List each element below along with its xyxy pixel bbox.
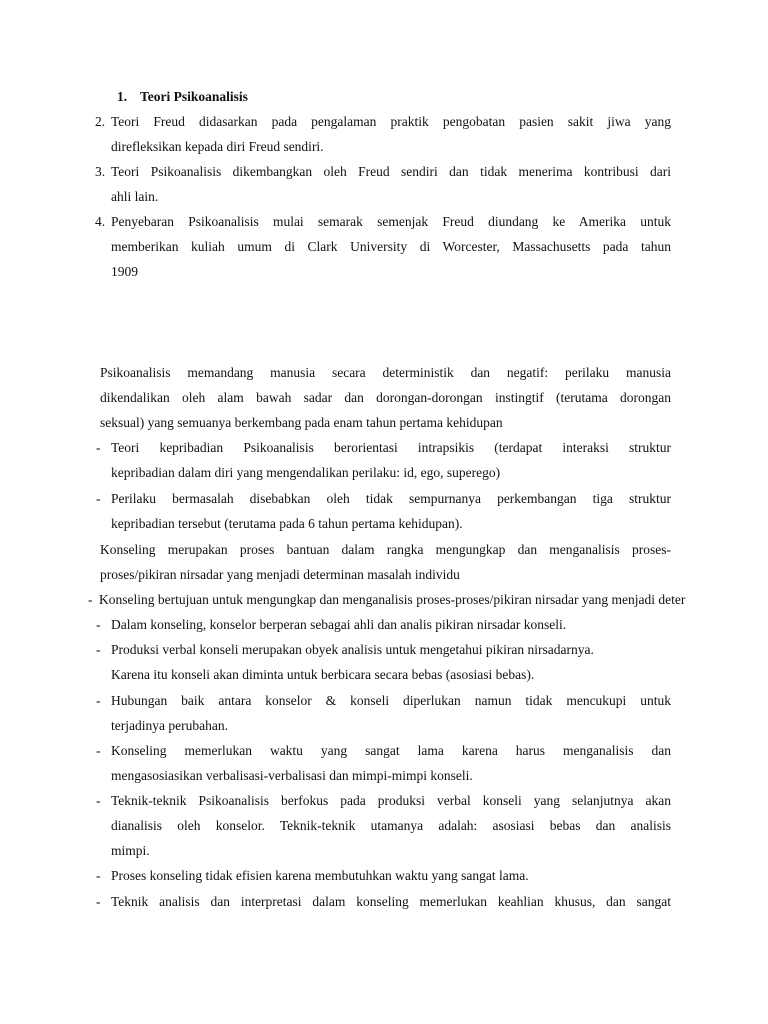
paragraph-line: seksual) yang semuanya berkembang pada enam tahun pertama kehidupan — [100, 415, 503, 430]
bullet-text: Produksi verbal konseli merupakan obyek analisis untuk mengetahui pikiran nirsadarnya. — [111, 642, 594, 657]
bullet-text: Teknik-teknik Psikoanalisis berfokus pada produksi verbal konseli yang selanjutnya akan — [111, 793, 671, 808]
bullet-text: mengasosiasikan verbalisasi-verbalisasi dan mimpi-mimpi konseli. — [111, 768, 473, 783]
list-item-text: Teori Psikoanalisis dikembangkan oleh Freud sendiri dan tidak menerima kontribusi dari — [111, 164, 671, 179]
section-title: Teori Psikoanalisis — [140, 89, 248, 104]
bullet-text: Konseling memerlukan waktu yang sangat lama karena harus menganalisis dan — [111, 743, 671, 758]
bullet-text: kepribadian tersebut (terutama pada 6 tahun pertama kehidupan). — [111, 516, 463, 531]
section-number: 1. — [117, 89, 128, 104]
bullet-dash: - — [96, 693, 101, 708]
bullet-dash: - — [96, 894, 101, 909]
bullet-dash: - — [96, 642, 101, 657]
bullet-dash: - — [96, 743, 101, 758]
paragraph-line: Psikoanalisis memandang manusia secara deterministik dan negatif: perilaku manusia — [100, 365, 671, 380]
list-item-text: Penyebaran Psikoanalisis mulai semarak semenjak Freud diundang ke Amerika untuk — [111, 214, 671, 229]
list-item-text: 1909 — [111, 264, 138, 279]
overflow-bullet — [88, 587, 768, 612]
list-item-text: memberikan kuliah umum di Clark University di Worcester, Massachusetts pada tahun — [111, 239, 671, 254]
bullet-text: Perilaku bermasalah disebabkan oleh tidak sempurnanya perkembangan tiga struktur — [111, 491, 671, 506]
list-item-text: ahli lain. — [111, 189, 159, 204]
bullet-text: terjadinya perubahan. — [111, 718, 228, 733]
bullet-text: Dalam konseling, konselor berperan sebagai ahli dan analis pikiran nirsadar konseli. — [111, 617, 567, 632]
bullet-text: Teori kepribadian Psikoanalisis berorientasi intrapsikis (terdapat interaksi struktur — [111, 440, 671, 455]
paragraph-line: proses/pikiran nirsadar yang menjadi determinan masalah individu — [100, 567, 460, 582]
bullet-text: Proses konseling tidak efisien karena membutuhkan waktu yang sangat lama. — [111, 868, 529, 883]
bullet-dash: - — [96, 491, 101, 506]
bullet-dash: - — [88, 592, 93, 607]
bullet-dash: - — [96, 617, 101, 632]
bullet-text: mimpi. — [111, 843, 150, 858]
bullet-dash: - — [96, 440, 101, 455]
bullet-text: dianalisis oleh konselor. Teknik-teknik utamanya adalah: asosiasi bebas dan analisis — [111, 818, 671, 833]
paragraph-line: Konseling merupakan proses bantuan dalam rangka mengungkap dan menganalisis proses- — [100, 542, 671, 557]
list-item-text: direfleksikan kepada diri Freud sendiri. — [111, 139, 324, 154]
bullet-dash: - — [96, 868, 101, 883]
list-number: 3. — [95, 164, 106, 179]
list-number: 2. — [95, 114, 106, 129]
list-item-text: Teori Freud didasarkan pada pengalaman praktik pengobatan pasien sakit jiwa yang — [111, 114, 671, 129]
bullet-dash: - — [96, 793, 101, 808]
bullet-text: Konseling bertujuan untuk mengungkap dan menganalisis proses-proses/pikiran nirsadar yang menjadi deter — [99, 592, 686, 607]
bullet-text: Karena itu konseli akan diminta untuk berbicara secara bebas (asosiasi bebas). — [111, 667, 535, 682]
list-number: 4. — [95, 214, 106, 229]
paragraph-line: dikendalikan oleh alam bawah sadar dan dorongan-dorongan instingtif (terutama dorongan — [100, 390, 671, 405]
bullet-text: kepribadian dalam diri yang mengendalikan perilaku: id, ego, superego) — [111, 465, 501, 480]
bullet-text: Teknik analisis dan interpretasi dalam konseling memerlukan keahlian khusus, dan sangat — [111, 894, 671, 909]
bullet-text: Hubungan baik antara konselor & konseli diperlukan namun tidak mencukupi untuk — [111, 693, 671, 708]
